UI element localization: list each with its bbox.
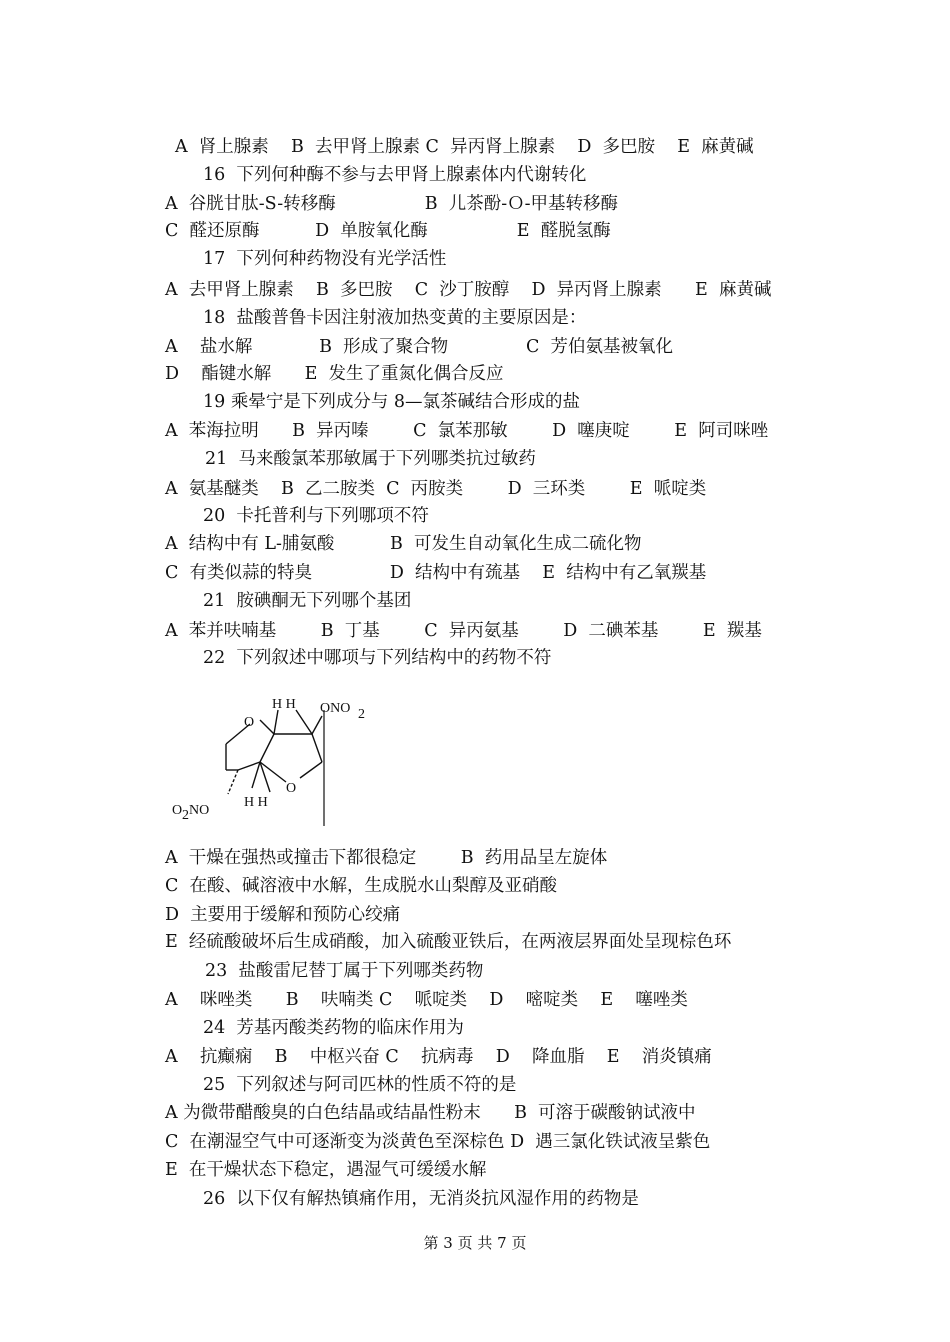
- hydrogen-bottom-label: H H: [244, 795, 268, 810]
- q26-stem: 26 以下仅有解热镇痛作用，无消炎抗风湿作用的药物是: [203, 1189, 639, 1209]
- q23-options: A 咪唑类 B 呋喃类 C 哌啶类 D 嘧啶类 E 噻唑类: [165, 990, 688, 1010]
- q15-options: A 肾上腺素 B 去甲肾上腺素 C 异丙肾上腺素 D 多巴胺 E 麻黄碱: [175, 137, 754, 157]
- ring-oxygen-top-label: O: [244, 715, 255, 730]
- q23-stem: 23 盐酸雷尼替丁属于下列哪类药物: [205, 961, 484, 981]
- isosorbide-dinitrate-structure: [160, 688, 400, 828]
- q22-option-d: D 主要用于缓解和预防心绞痛: [165, 905, 401, 925]
- nitrate-ester-bottom-subscript: 2: [182, 808, 189, 823]
- q20-options-cde: C 有类似蒜的特臭 D 结构中有巯基 E 结构中有乙氧羰基: [165, 563, 707, 583]
- q16-stem: 16 下列何种酶不参与去甲肾上腺素体内代谢转化: [203, 165, 587, 185]
- q25-stem: 25 下列叙述与阿司匹林的性质不符的是: [203, 1075, 517, 1095]
- page-number-footer: 第 3 页 共 7 页: [423, 1234, 527, 1252]
- q21a-options: A 氨基醚类 B 乙二胺类 C 丙胺类 D 三环类 E 哌啶类: [165, 479, 707, 499]
- nitrate-ester-top-subscript: 2: [358, 707, 365, 722]
- q17-options: A 去甲肾上腺素 B 多巴胺 C 沙丁胺醇 D 异丙肾上腺素 E 麻黄碱: [165, 280, 772, 300]
- q18-options-de: D 酯键水解 E 发生了重氮化偶合反应: [165, 364, 504, 384]
- q16-options-cde: C 醛还原酶 D 单胺氧化酶 E 醛脱氢酶: [165, 221, 611, 241]
- q24-options: A 抗癫痫 B 中枢兴奋 C 抗病毒 D 降血脂 E 消炎镇痛: [165, 1047, 712, 1067]
- q17-stem: 17 下列何种药物没有光学活性: [203, 249, 447, 269]
- q18-stem: 18 盐酸普鲁卡因注射液加热变黄的主要原因是：: [203, 308, 587, 328]
- q20-options-ab: A 结构中有 L-脯氨酸 B 可发生自动氧化生成二硫化物: [165, 534, 642, 554]
- q20-stem: 20 卡托普利与下列哪项不符: [203, 506, 429, 526]
- nitrate-ester-bottom-label: NO: [189, 803, 210, 818]
- q21b-stem: 21 胺碘酮无下列哪个基团: [203, 591, 412, 611]
- q21a-stem: 21 马来酸氯苯那敏属于下列哪类抗过敏药: [205, 449, 536, 469]
- q19-stem: 19 乘晕宁是下列成分与 8—氯茶碱结合形成的盐: [203, 392, 581, 412]
- q25-options-cd: C 在潮湿空气中可逐渐变为淡黄色至深棕色 D 遇三氯化铁试液呈紫色: [165, 1132, 711, 1152]
- q21b-options: A 苯并呋喃基 B 丁基 C 异丙氨基 D 二碘苯基 E 羰基: [165, 621, 762, 641]
- q16-options-ab: A 谷胱甘肽-S-转移酶 B 儿茶酚-Ｏ-甲基转移酶: [165, 194, 619, 214]
- q25-option-e: E 在干燥状态下稳定，遇湿气可缓缓水解: [165, 1160, 487, 1180]
- hydrogen-top-label: H H: [272, 697, 296, 712]
- nitrate-ester-top-label: ONO: [320, 701, 351, 716]
- q24-stem: 24 芳基丙酸类药物的临床作用为: [203, 1018, 464, 1038]
- q18-options-abc: A 盐水解 B 形成了聚合物 C 芳伯氨基被氧化: [165, 337, 674, 357]
- q19-options: A 苯海拉明 B 异丙嗪 C 氯苯那敏 D 噻庚啶 E 阿司咪唑: [165, 421, 769, 441]
- q22-option-e: E 经硫酸破坏后生成硝酸，加入硫酸亚铁后，在两液层界面处呈现棕色环: [165, 932, 732, 952]
- nitrate-ester-bottom-o: O: [172, 803, 183, 818]
- q22-stem: 22 下列叙述中哪项与下列结构中的药物不符: [203, 648, 552, 668]
- q22-option-c: C 在酸、碱溶液中水解，生成脱水山梨醇及亚硝酸: [165, 876, 558, 896]
- ring-oxygen-bottom-label: O: [286, 781, 297, 796]
- q25-options-ab: A 为微带醋酸臭的白色结晶或结晶性粉末 B 可溶于碳酸钠试液中: [165, 1103, 696, 1123]
- q22-option-a-b: A 干燥在强热或撞击下都很稳定 B 药用品呈左旋体: [165, 848, 608, 868]
